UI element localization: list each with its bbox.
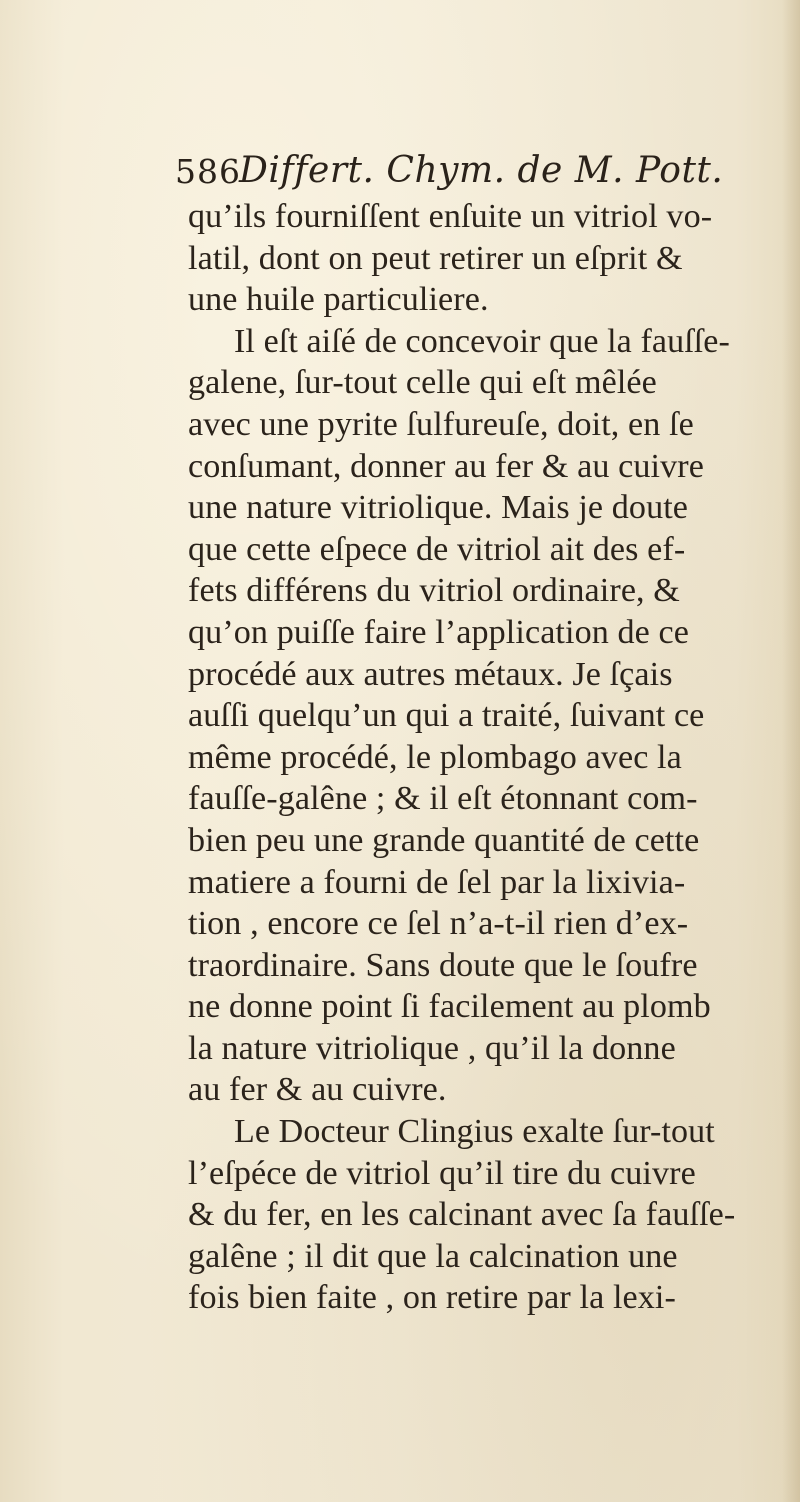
page-number: 586 <box>175 152 241 191</box>
text-line: procédé aux autres métaux. Je ſçais <box>188 655 673 693</box>
text-line: galêne ; il dit que la calcination une <box>188 1237 678 1275</box>
text-line: avec une pyrite ſulfureuſe, doit, en ſe <box>188 405 694 443</box>
text-line: fauſſe-galêne ; & il eſt étonnant com- <box>188 780 698 818</box>
body-text <box>188 196 778 1319</box>
text-line: une nature vitriolique. Mais je doute <box>188 489 689 527</box>
text-line: une huile particuliere. <box>188 281 489 319</box>
text-line: matiere a fourni de ſel par la lixivia- <box>188 863 686 901</box>
paragraph-start-line: Il eſt aiſé de concevoir que la fauſſe- <box>234 322 730 360</box>
text-line: galene, ſur-tout celle qui eſt mêlée <box>188 364 657 402</box>
page-header <box>175 146 735 198</box>
text-line: au fer & au cuivre. <box>188 1071 447 1109</box>
page-gutter-shadow <box>782 0 800 1502</box>
text-line: ne donne point ſi facilement au plomb <box>188 988 711 1026</box>
text-line: traordinaire. Sans doute que le ſoufre <box>188 946 698 984</box>
text-line: qu’ils fourniſſent enſuite un vitriol vo- <box>188 198 713 235</box>
text-line: qu’on puiſſe faire l’application de ce <box>188 613 690 651</box>
text-line: latil, dont on peut retirer un eſprit & <box>188 239 683 277</box>
text-line: & du fer, en les calcinant avec ſa fauſſe- <box>188 1196 736 1234</box>
text-line: bien peu une grande quantité de cette <box>188 821 700 859</box>
text-line: tion , encore ce ſel n’a-t-il rien d’ex- <box>188 905 689 943</box>
text-line: fets différens du vitriol ordinaire, & <box>188 572 680 610</box>
text-line: l’eſpéce de vitriol qu’il tire du cuivre <box>188 1154 696 1192</box>
text-line: fois bien faite , on retire par la lexi- <box>188 1279 676 1317</box>
paragraph-start-line: Le Docteur Clingius exalte ſur-tout <box>234 1113 715 1151</box>
text-line: conſumant, donner au fer & au cuivre <box>188 447 704 485</box>
text-line: même procédé, le plombago avec la <box>188 738 682 776</box>
running-head: Differt. Chym. de M. Pott. <box>239 150 724 191</box>
text-line: que cette eſpece de vitriol ait des ef- <box>188 530 686 568</box>
text-line: la nature vitriolique , qu’il la donne <box>188 1029 676 1067</box>
text-line: auſſi quelqu’un qui a traité, ſuivant ce <box>188 697 705 735</box>
